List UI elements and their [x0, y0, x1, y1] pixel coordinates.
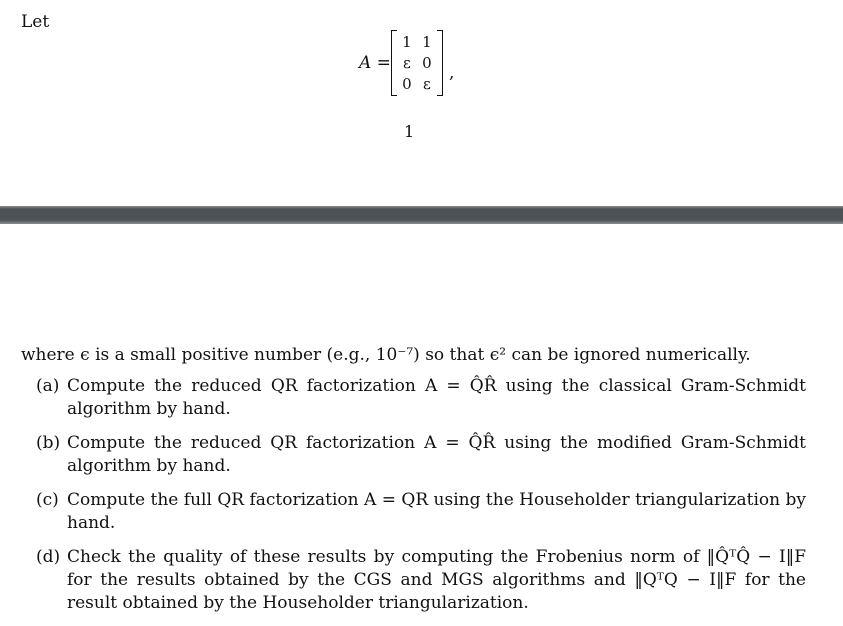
- matrix-entry: ε: [403, 53, 411, 72]
- part-text: Compute the full QR factorization A = QR using the Householder triangularization by hand.: [67, 490, 806, 533]
- matrix-a: [397, 32, 437, 95]
- page-top: [0, 0, 843, 206]
- page-number: 1: [404, 122, 415, 141]
- matrix-entry: 0: [422, 53, 432, 72]
- part-b: [36, 432, 806, 478]
- part-text: Compute the reduced QR factorization A = Q̂R̂ using the classical Gram-Schmidt algorithm by hand.: [67, 376, 806, 419]
- matrix-equation: [359, 30, 454, 96]
- matrix-entry: 1: [422, 32, 432, 51]
- matrix-trailing-comma: ,: [448, 63, 455, 83]
- part-d: [36, 546, 806, 615]
- part-c: [36, 489, 806, 535]
- matrix-entry: 1: [402, 32, 412, 51]
- part-label: (d): [36, 547, 61, 567]
- part-label: (b): [36, 433, 61, 453]
- part-label: (a): [36, 376, 60, 396]
- part-text: Compute the reduced QR factorization A = Q̂R̂ using the modified Gram-Schmidt algorithm by hand.: [67, 433, 806, 476]
- right-bracket: [437, 30, 443, 96]
- problem-parts: [36, 375, 806, 626]
- part-label: (c): [36, 490, 59, 510]
- page-separator: [0, 206, 843, 224]
- matrix-lhs: A =: [359, 53, 391, 73]
- matrix-entry: ε: [423, 74, 431, 93]
- part-a: [36, 375, 806, 421]
- matrix-entry: 0: [402, 74, 412, 93]
- part-text: Check the quality of these results by computing the Frobenius norm of ‖Q̂ᵀQ̂ − I‖F for the results obtained by the CGS and MGS algorithms and ‖QᵀQ − I‖F for the result obtained by the Householder triangularization.: [67, 547, 806, 613]
- let-text: Let: [21, 12, 50, 32]
- intro-text: where ϵ is a small positive number (e.g., 10⁻⁷) so that ϵ² can be ignored numerically.: [21, 345, 751, 365]
